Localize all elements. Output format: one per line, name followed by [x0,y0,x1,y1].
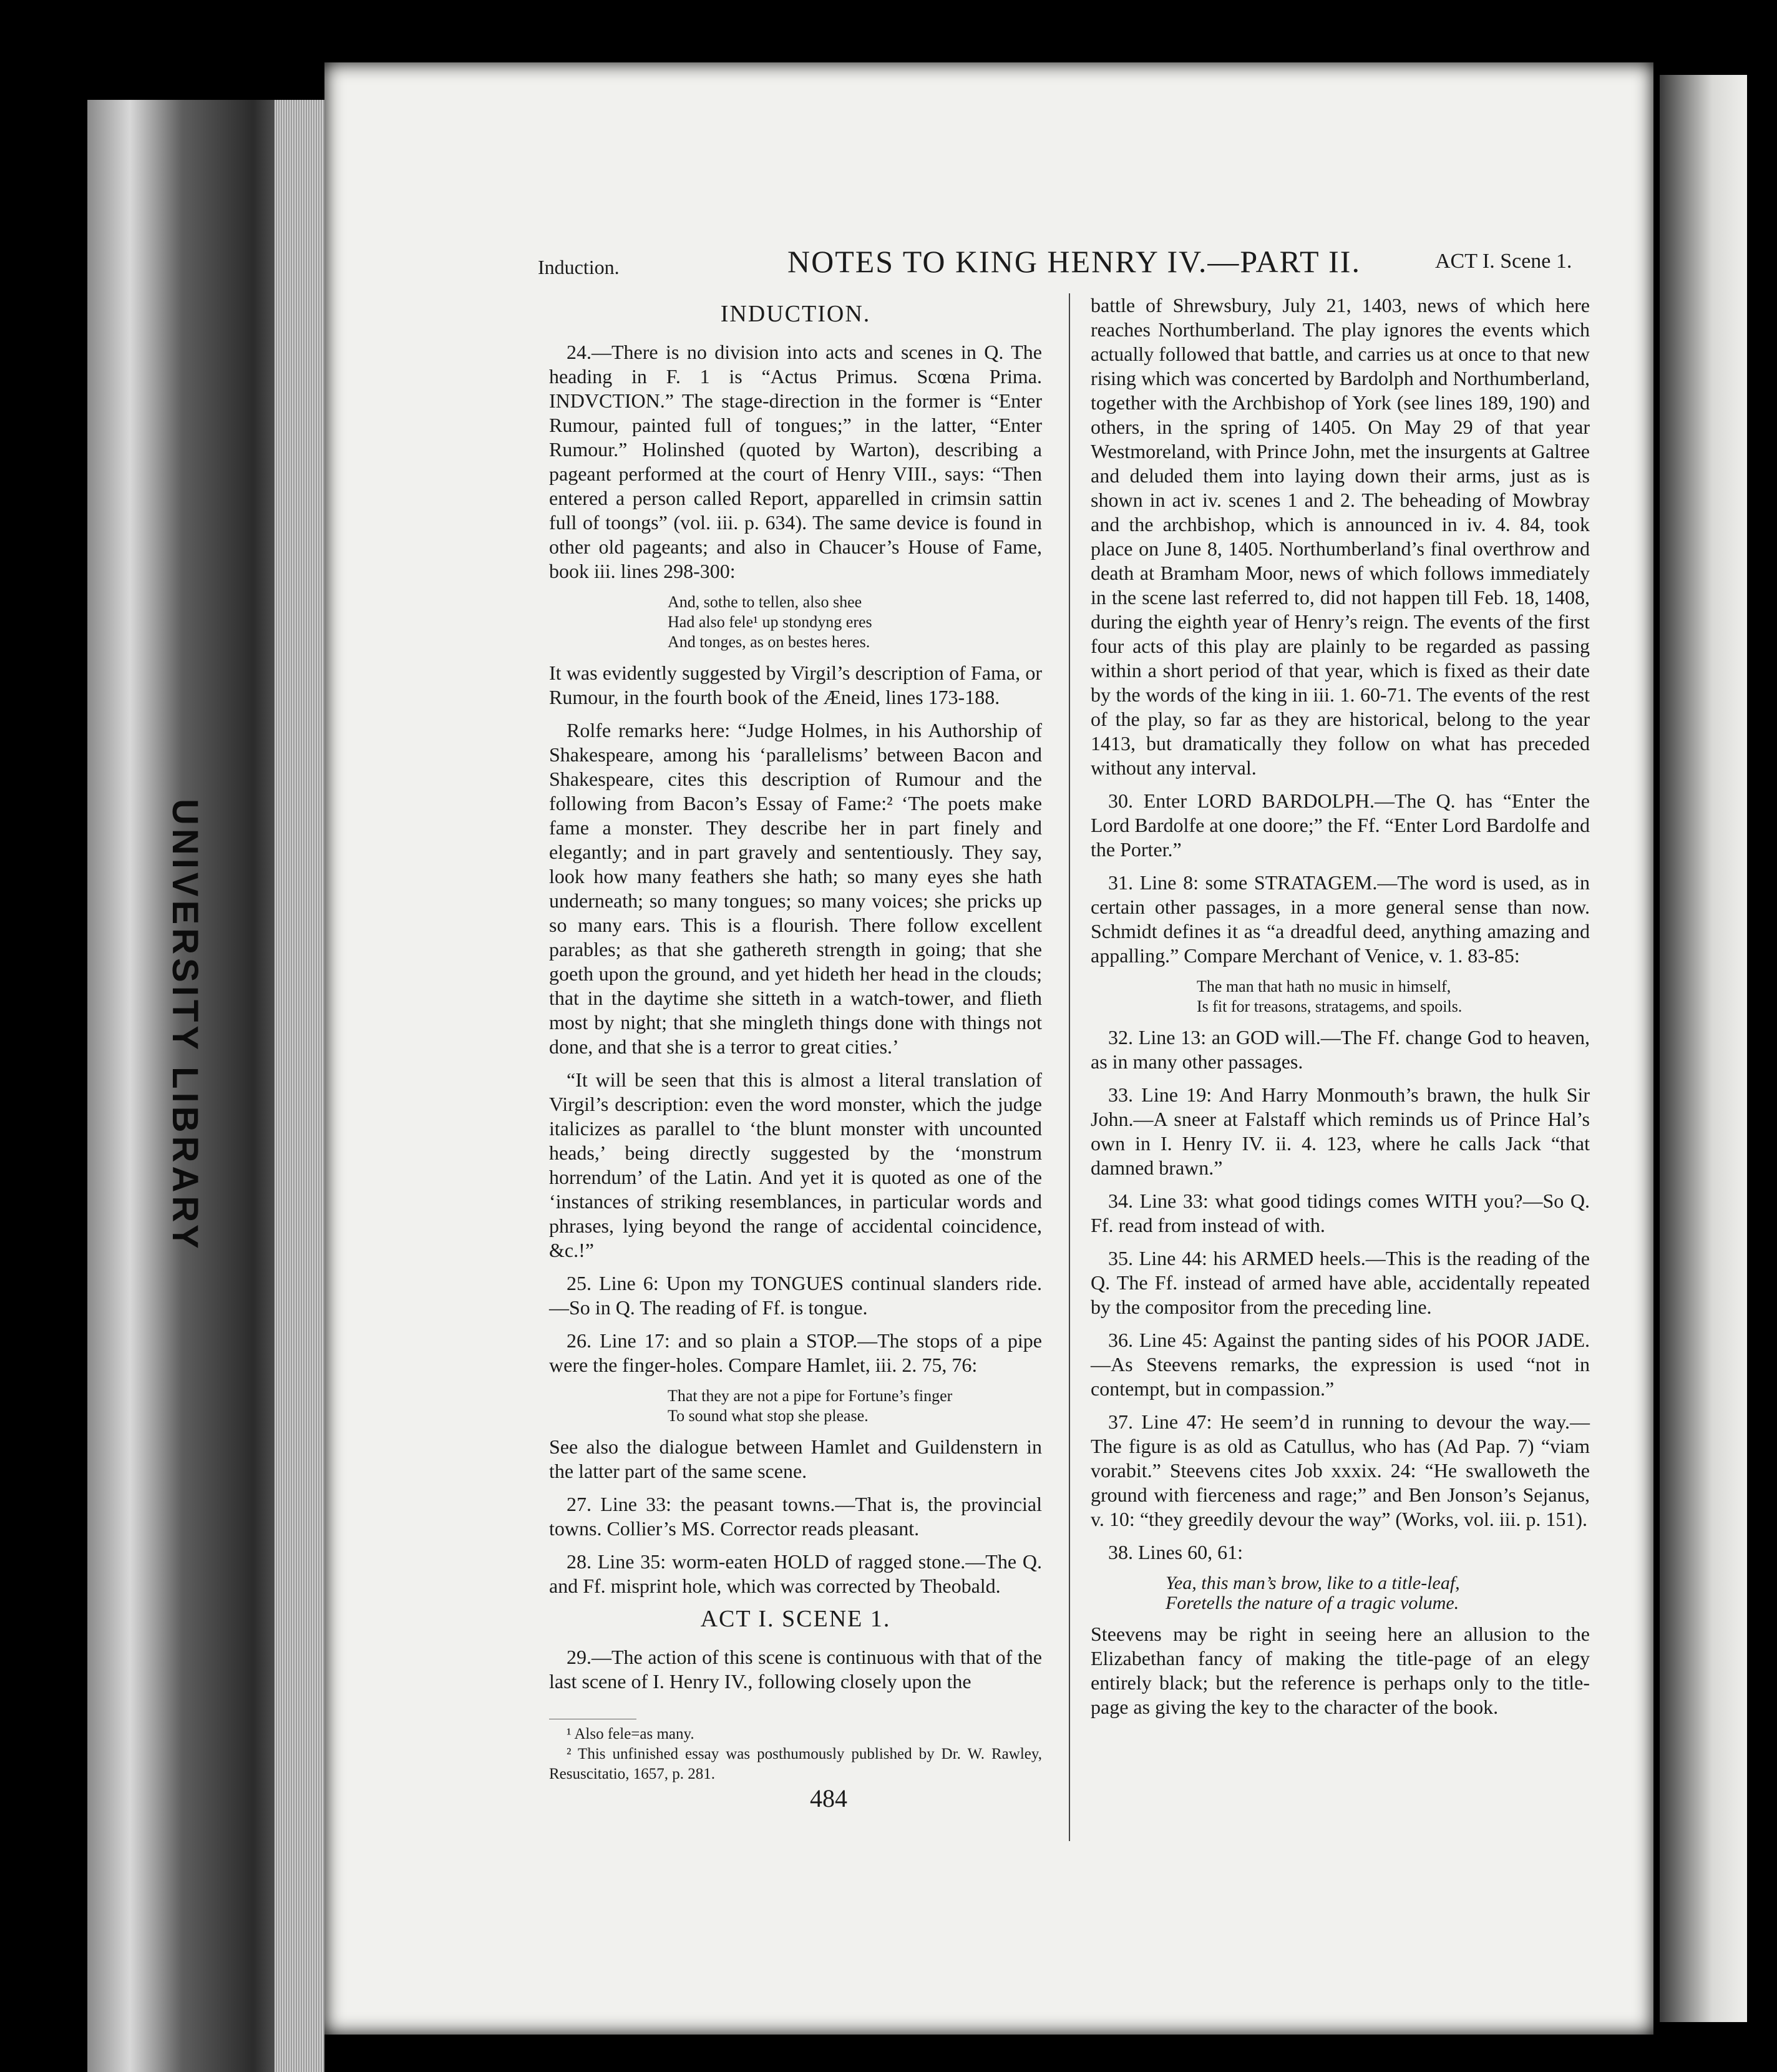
left-column [549,293,1042,1784]
note-38: 38. Lines 60, 61: [1108,1541,1243,1563]
quote-line: And, sothe to tellen, also shee [668,593,862,611]
quote-line: And tonges, as on bestes heres. [668,633,870,651]
note-26-cont: See also the dialogue between Hamlet and Guildenstern in the latter part of the same scene. [549,1435,1042,1482]
note-36: 36. Line 45: Against the panting sides of his POOR JADE. —As Steevens remarks, the expression is used “not in contempt, but in compassion.” [1091,1329,1590,1400]
quote-line: That they are not a pipe for Fortune’s finger [668,1387,953,1405]
spine-label: UNIVERSITY LIBRARY [165,799,205,1253]
page-edges [275,100,324,2072]
running-header [324,243,1653,281]
quote-line: Yea, this man’s brow, like to a title-leaf, [1166,1573,1460,1593]
header-title: NOTES TO KING HENRY IV.—PART II. [787,244,1361,279]
hamlet-quote [549,1386,1042,1426]
right-column [1091,293,1590,1728]
footnote-2: ² This unfinished essay was posthumously published by Dr. W. Rawley, Resuscitatio, 1657, p. 281. [549,1746,1042,1782]
quote-line: The man that hath no music in himself, [1197,977,1451,995]
quote-line: Is fit for treasons, stratagems, and spoils. [1197,997,1463,1015]
note-31: 31. Line 8: some STRATAGEM.—The word is used, as in certain other passages, in a more general sense than now. Schmidt defines it as “a dreadful deed, anything amazing and appalling.” Compare Merchant of Venice, v. 1. 83-85: [1091,871,1590,967]
quote-line: Had also fele¹ up stondyng eres [668,613,872,631]
note-26: 26. Line 17: and so plain a STOP.—The stops of a pipe were the finger-holes. Compare Hamlet, iii. 2. 75, 76: [549,1329,1042,1376]
note-27: 27. Line 33: the peasant towns.—That is, the provincial towns. Collier’s MS. Corrector reads pleasant. [549,1493,1042,1540]
note-29-cont: battle of Shrewsbury, July 21, 1403, news of which here reaches Northumberland. The play ignores the events which actually followed that battle, and carries us at once to that new rising which was concerted by Bardolph and Northumberland, together with the Archbishop of York (see lines 189, 190) and others, in the spring of 1405. On May 29 of that year Westmoreland, with Prince John, met the insurgents at Galtree and deluded them into laying down their arms, just as is shown in act iv. scenes 1 and 2. The beheading of Mowbray and the archbishop, which is announced in iv. 4. 84, took place on June 8, 1405. Northumberland’s final overthrow and death at Bramham Moor, news of which follows immediately in the scene last referred to, did not happen till Feb. 18, 1408, during the eighth year of Henry’s reign. The events of the first four acts of this play are plainly to be regarded as passing within a short period of that year, which is fixed as their date by the words of the king in iii. 1. 60-71. The events of the rest of the play, so far as they are historical, belong to the year 1413, but dramatically they follow on what has preceded without any interval. [1091,294,1590,779]
facing-page-edge [1660,75,1747,2022]
page-number: 484 [810,1784,847,1812]
play-quote [1091,1573,1590,1613]
quote-line: To sound what stop she please. [668,1407,869,1425]
act-heading: ACT I. SCENE 1. [700,1606,891,1632]
note-35: 35. Line 44: his ARMED heels.—This is the reading of the Q. The Ff. instead of armed have able, accidentally repeated by the compositor from the preceding line. [1091,1247,1590,1318]
note-32: 32. Line 13: an GOD will.—The Ff. change God to heaven, as in many other passages. [1091,1026,1590,1073]
note-24-translation: “It will be seen that this is almost a literal translation of Virgil’s description: even the word monster, which the judge italicizes as parallel to ‘the blunt monster with uncounted heads,’ being directly suggested by the ‘monstrum horrendum’ of the Latin. And yet it is quoted as one of the ‘instances of striking resemblances, in particular words and phrases, lying beyond the range of accidental coincidence, &c.!” [549,1068,1042,1261]
quote-line: Foretells the nature of a tragic volume. [1166,1593,1459,1613]
note-24: 24.—There is no division into acts and scenes in Q. The heading in F. 1 is “Actus Primus. Scœna Prima. INDVCTION.” The stage-direction in the former is “Enter Rumour, painted full of tongues;” in the latter, “Enter Rumour.” Holinshed (quoted by Warton), describing a pageant performed at the court of Henry VIII., says: “Then entered a person called Report, apparelled in crimsin sattin full of toongs” (vol. iii. p. 634). The same device is found in other old pageants; and also in Chaucer’s House of Fame, book iii. lines 298-300: [549,341,1042,582]
note-38-cont: Steevens may be right in seeing here an allusion to the Elizabethan fancy of making the title-page of an elegy entirely black; but the reference is perhaps only to the title-page as giving the key to the character of the book. [1091,1623,1590,1718]
merchant-quote [1091,977,1590,1017]
note-25: 25. Line 6: Upon my TONGUES continual slanders ride. —So in Q. The reading of Ff. is tongue. [549,1272,1042,1319]
note-24-rolfe: Rolfe remarks here: “Judge Holmes, in his Authorship of Shakespeare, among his ‘parallelisms’ between Bacon and Shakespeare, cites this description of Rumour and the following from Bacon’s Essay of Fame:² ‘The poets make fame a monster. They describe her in part finely and elegantly; and in part gravely and sententiously. They say, look how many feathers she hath; so many eyes she hath underneath; so many tongues; so many voices; she pricks up so many ears. This is a flourish. There follow excellent parables; as that she gathereth strength in going; that she goeth upon the ground, and yet hideth her head in the clouds; that in the daytime she sitteth in a watch-tower, and flieth most by night; that she mingleth things done with things not done, and that she is a terror to great cities.’ [549,719,1042,1058]
footnote-1: ¹ Also fele=as many. [567,1726,694,1742]
induction-heading: INDUCTION. [720,301,871,327]
header-right: ACT I. Scene 1. [1435,250,1572,273]
footnote-rule [549,1719,636,1724]
header-left: Induction. [538,256,620,278]
note-28: 28. Line 35: worm-eaten HOLD of ragged stone.—The Q. and Ff. misprint hole, which was corrected by Theobald. [549,1550,1042,1597]
note-33: 33. Line 19: And Harry Monmouth’s brawn, the hulk Sir John.—A sneer at Falstaff which reminds us of Prince Hal’s own in I. Henry IV. ii. 4. 123, where he calls Jack “that damned brawn.” [1091,1083,1590,1179]
note-30: 30. Enter LORD BARDOLPH.—The Q. has “Enter the Lord Bardolfe at one doore;” the Ff. “Enter Lord Bardolfe and the Porter.” [1091,789,1590,861]
note-24-cont: It was evidently suggested by Virgil’s description of Fama, or Rumour, in the fourth book of the Æneid, lines 173-188. [549,662,1042,708]
column-divider [1069,293,1070,1841]
note-34: 34. Line 33: what good tidings comes WITH you?—So Q. Ff. read from instead of with. [1091,1190,1590,1236]
note-29: 29.—The action of this scene is continuous with that of the last scene of I. Henry IV., following closely upon the [549,1646,1042,1693]
note-37: 37. Line 47: He seem’d in running to devour the way.— The figure is as old as Catullus, who has (Ad Pap. 7) “viam vorabit.” Steevens cites Job xxxix. 24: “He swalloweth the ground with fierceness and rage;” and Ben Jonson’s Sejanus, v. 10: “they greedily devour the way” (Works, vol. iii. p. 151). [1091,1410,1590,1530]
book-page [324,62,1653,2035]
chaucer-quote [549,592,1042,652]
